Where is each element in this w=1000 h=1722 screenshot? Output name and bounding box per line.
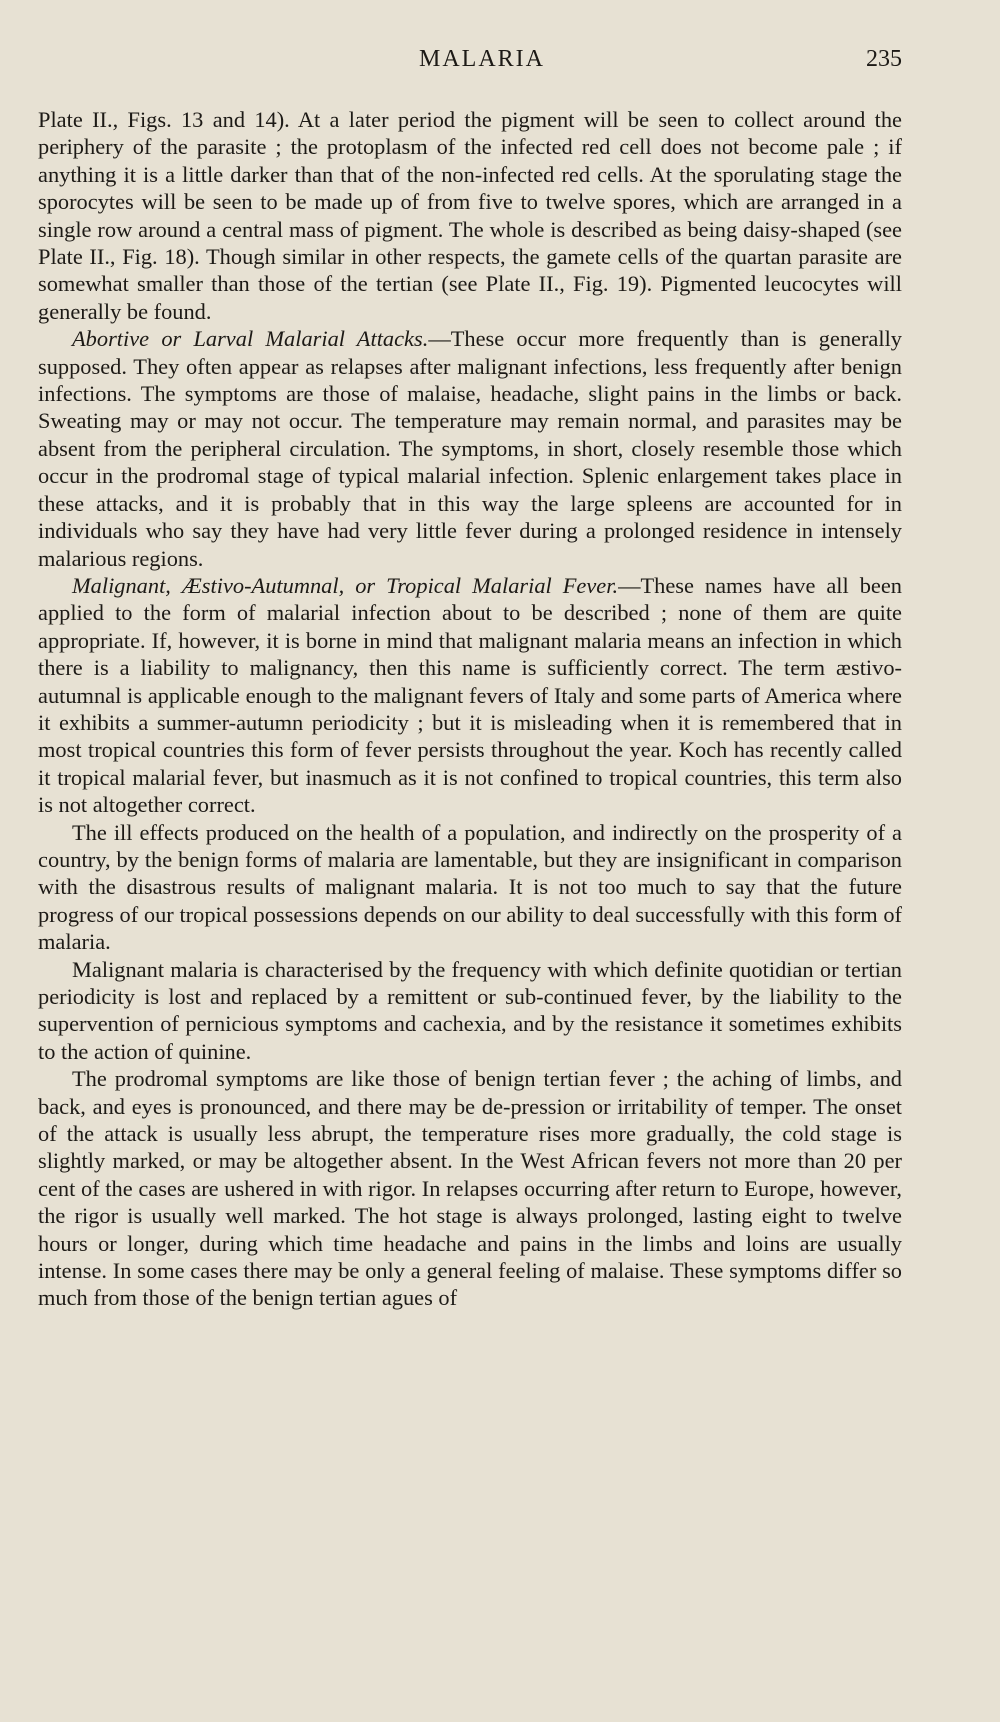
running-head: MALARIA: [419, 46, 545, 72]
paragraph: [38, 106, 902, 325]
paragraph: [38, 956, 902, 1066]
paragraph-text: —These names have all been applied to the form of malarial infection about to be described ; none of them are quite appropriate. If, however, it is borne in mind that malignant malaria means an infection in which there is a liability to malignancy, then this name is sufficiently correct. The term æstivo-autumnal is applicable enough to the malignant fevers of Italy and some parts of America where it exhibits a summer-autumn periodicity ; but it is misleading when it is remembered that in most tropical countries this form of fever persists throughout the year. Koch has recently called it tropical malarial fever, but inasmuch as it is not confined to tropical countries, this term also is not altogether correct.: [38, 572, 903, 818]
paragraph: [38, 325, 902, 572]
paragraph-text: Malignant malaria is characterised by the frequency with which definite quotidian or tertian periodicity is lost and replaced by a remittent or sub-continued fever, by the liability to the supervention of pernicious symptoms and cachexia, and by the resistance it sometimes exhibits to the action of quinine.: [38, 956, 902, 1064]
section-heading: Abortive or Larval Malarial Attacks.: [72, 326, 429, 352]
page-number: 235: [866, 46, 902, 72]
paragraph-text: Plate II., Figs. 13 and 14). At a later period the pigment will be seen to collect around the periphery of the parasite ; the protoplasm of the infected red cell does not become pale ; if anything it is a little darker than that of the non-infected red cells. At the sporulating stage the sporocytes will be seen to be made up of from five to twelve spores, which are arranged in a single row around a central mass of pigment. The whole is described as being daisy-shaped (see Plate II., Fig. 18). Though similar in other respects, the gamete cells of the quartan parasite are somewhat smaller than those of the tertian (see Plate II., Fig. 19). Pigmented leucocytes will generally be found.: [38, 107, 902, 324]
section-heading: Malignant, Æstivo-Autumnal, or Tropical Malarial Fever.: [72, 572, 619, 598]
page-header: [38, 46, 902, 82]
paragraph-text: The prodromal symptoms are like those of benign tertian fever ; the aching of limbs, and back, and eyes is pronounced, and there may be de-pression or irritability of temper. The onset of the attack is usually less abrupt, the temperature rises more gradually, the cold stage is slightly marked, or may be altogether absent. In the West African fevers not more than 20 per cent of the cases are ushered in with rigor. In relapses occurring after return to Europe, however, the rigor is usually well marked. The hot stage is always prolonged, lasting eight to twelve hours or longer, during which time headache and pains in the limbs and loins are usually intense. In some cases there may be only a general feeling of malaise. These symptoms differ so much from those of the benign tertian agues of: [38, 1066, 902, 1311]
paragraph: [38, 1065, 902, 1312]
paragraph: [38, 572, 902, 819]
paragraph: [38, 819, 902, 956]
paragraph-text: —These occur more frequently than is generally supposed. They often appear as relapses after malignant infections, less frequently after benign infections. The symptoms are those of malaise, headache, slight pains in the limbs or back. Sweating may or may not occur. The temperature may remain normal, and parasites may be absent from the peripheral circulation. The symptoms, in short, closely resemble those which occur in the prodromal stage of typical malarial infection. Splenic enlargement takes place in these attacks, and it is probably that in this way the large spleens are accounted for in individuals who say they have had very little fever during a prolonged residence in intensely malarious regions.: [38, 326, 902, 571]
body-text: [38, 106, 902, 1312]
paragraph-text: The ill effects produced on the health of a population, and indirectly on the prosperity of a country, by the benign forms of malaria are lamentable, but they are insignificant in comparison with the disastrous results of malignant malaria. It is not too much to say that the future progress of our tropical possessions depends on our ability to deal successfully with this form of malaria.: [38, 819, 902, 955]
